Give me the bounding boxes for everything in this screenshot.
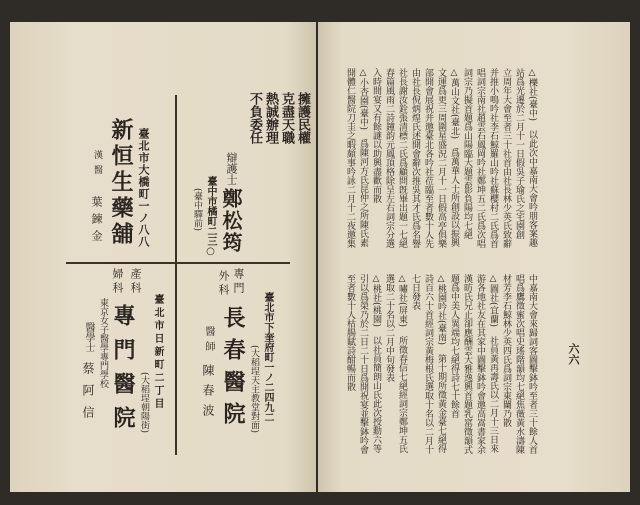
- lawyer-address-note: (臺中驛前): [192, 188, 202, 232]
- text-column: △桃社(桃園) 以社員簡朗山氏此次授勳六等: [371, 274, 381, 454]
- page-number: 六六: [567, 343, 580, 365]
- changchun-person: 陳春波: [201, 364, 215, 424]
- obstetrics-school: 東京女子醫學專門學校: [98, 298, 108, 388]
- text-column: 至者數十人枯腸賦詩酣暢而散: [345, 274, 355, 391]
- lawyer-address: 臺中市橘町二三○: [205, 176, 216, 257]
- pharmacy-title: 漢醫: [92, 150, 102, 180]
- changchun-name: 長春醫院: [220, 306, 246, 434]
- pharmacy-address: 臺北市大橋町一ノ八八: [137, 128, 150, 248]
- obstetrics-specialty: 產科: [129, 268, 142, 296]
- news-column-block-top: [340, 68, 538, 268]
- lawyer-name: 鄭松筠: [219, 188, 243, 254]
- ad-vertical-divider: [175, 95, 177, 455]
- text-column: 題爲中美人異端均七絕得詩七十餘首: [449, 274, 459, 418]
- pharmacy-person: 葉鍊金: [90, 196, 103, 247]
- text-column: 部開會展祝并邀臺北各吟社莅臨至者數十人先: [423, 68, 433, 248]
- text-column: 立周年大會至者三十社首由社長林少英氏致辭: [501, 68, 511, 248]
- news-column-block-bottom: [340, 274, 538, 479]
- slogan: 克盡天職: [279, 92, 294, 144]
- text-column: 并推小鳴吟社李石鯨羅山吟社蘇櫻村二氏爲首: [488, 68, 498, 248]
- text-column: 材芳李石鯨林少英四氏爲詞宗東闌乃散: [501, 274, 511, 427]
- text-column: 漢昉氏兄止卻應酬雲大雅逸興首題乳窰徵韻式: [462, 274, 472, 454]
- text-column: △嘯社(屏東) 所徵春信七絕經詞宗鄭坤五氏: [397, 274, 407, 454]
- obstetrics-address: 臺北市日新町二丁目: [152, 294, 163, 411]
- changchun-address-note: (大稻埕天主教堂對面): [249, 345, 259, 434]
- text-column: 入時間宴又有餘謎以助興盡歡而散: [371, 68, 381, 203]
- changchun-title: 醫師: [203, 326, 214, 356]
- text-column: △圖社(宜蘭) 社員黃再壽氏以二月十三日來: [488, 274, 498, 454]
- text-column: 選取二十名以二月中旬發表: [384, 274, 394, 382]
- text-column: 中嘉南大會來歸詞客圖擊鉢吟至者三十餘人首: [527, 274, 537, 454]
- pharmacy-name: 新恒生藥舖: [108, 118, 134, 248]
- slogan: 不負委任: [247, 92, 262, 144]
- text-column: △櫟社(臺中) 以此次中嘉南大會吟朋客案趣: [527, 68, 537, 248]
- obstetrics-name: 專門醫院: [110, 304, 136, 440]
- slogan: 熱誠辦理: [263, 92, 278, 144]
- obstetrics-title: 醫學士: [83, 322, 94, 352]
- text-column: 由社長倪炳煌氏述開會辭次推吳其才氏爲名譽: [410, 68, 420, 248]
- changchun-specialty: 專門: [232, 268, 245, 296]
- text-column: 唱詞宗南社趙雲石鳳岡吟社鄭坤五二氏爲次唱: [475, 68, 485, 248]
- changchun-specialty: 外科: [217, 270, 230, 298]
- text-column: 社長謝汝銓張清標二氏爲顧問旣畢出題一七絕: [397, 68, 407, 248]
- lawyer-title: 辯護士: [225, 152, 238, 185]
- text-column: △桃園吟社(臺南) 第十期所徵黃金臺七絕得: [436, 274, 446, 454]
- text-column: △萬山文社(臺北) 爲萬華人士所創設以振興: [449, 68, 459, 248]
- text-column: △小杏園(臺中) 爲陳河方氏昆仲之所陳氏素: [358, 68, 368, 248]
- text-column: 開體仁醫院刀圭之暇頗事吟詠二月十二夜邀集: [345, 68, 355, 248]
- text-column: 唱爲鷹徵蜜次唱史瑤階韻均七絕焦薇黃水濤陳: [514, 274, 524, 454]
- text-column: 春篇風雨二詩鐘韵元鳳頂格除呈左右詞宗分選: [384, 68, 394, 248]
- text-column: 游各地社友在其家中圖擊鉢吟會邀高嵩書家余: [475, 274, 485, 454]
- text-column: 詞宗乃擬首題爲山陽臨大題雲影負陽均七絕: [462, 68, 472, 239]
- text-column: 站爲光遷於二月十一日假吳子瑜氏之宅園創: [514, 68, 524, 239]
- text-column: 引以爲榮乃於二日二十日爲開祝宴並擊鉢吟會: [358, 274, 368, 454]
- text-column: 詩百六十首經詞宗黃梅根氏選取十名以二月十: [423, 274, 433, 454]
- obstetrics-address-note: (大稻埕朝陽街): [139, 372, 149, 434]
- text-column: 七日發表: [410, 274, 420, 310]
- slogan: 擁護民權: [295, 92, 310, 144]
- obstetrics-specialty: 婦科: [111, 268, 124, 296]
- text-column: 文運爲更三周圍星盛況二月十一日假高亭俱樂: [436, 68, 446, 248]
- changchun-address: 臺北市下奎府町一ノ二四九二: [262, 292, 273, 422]
- ad-horizontal-divider: [66, 262, 290, 264]
- obstetrics-person: 蔡阿信: [81, 362, 95, 428]
